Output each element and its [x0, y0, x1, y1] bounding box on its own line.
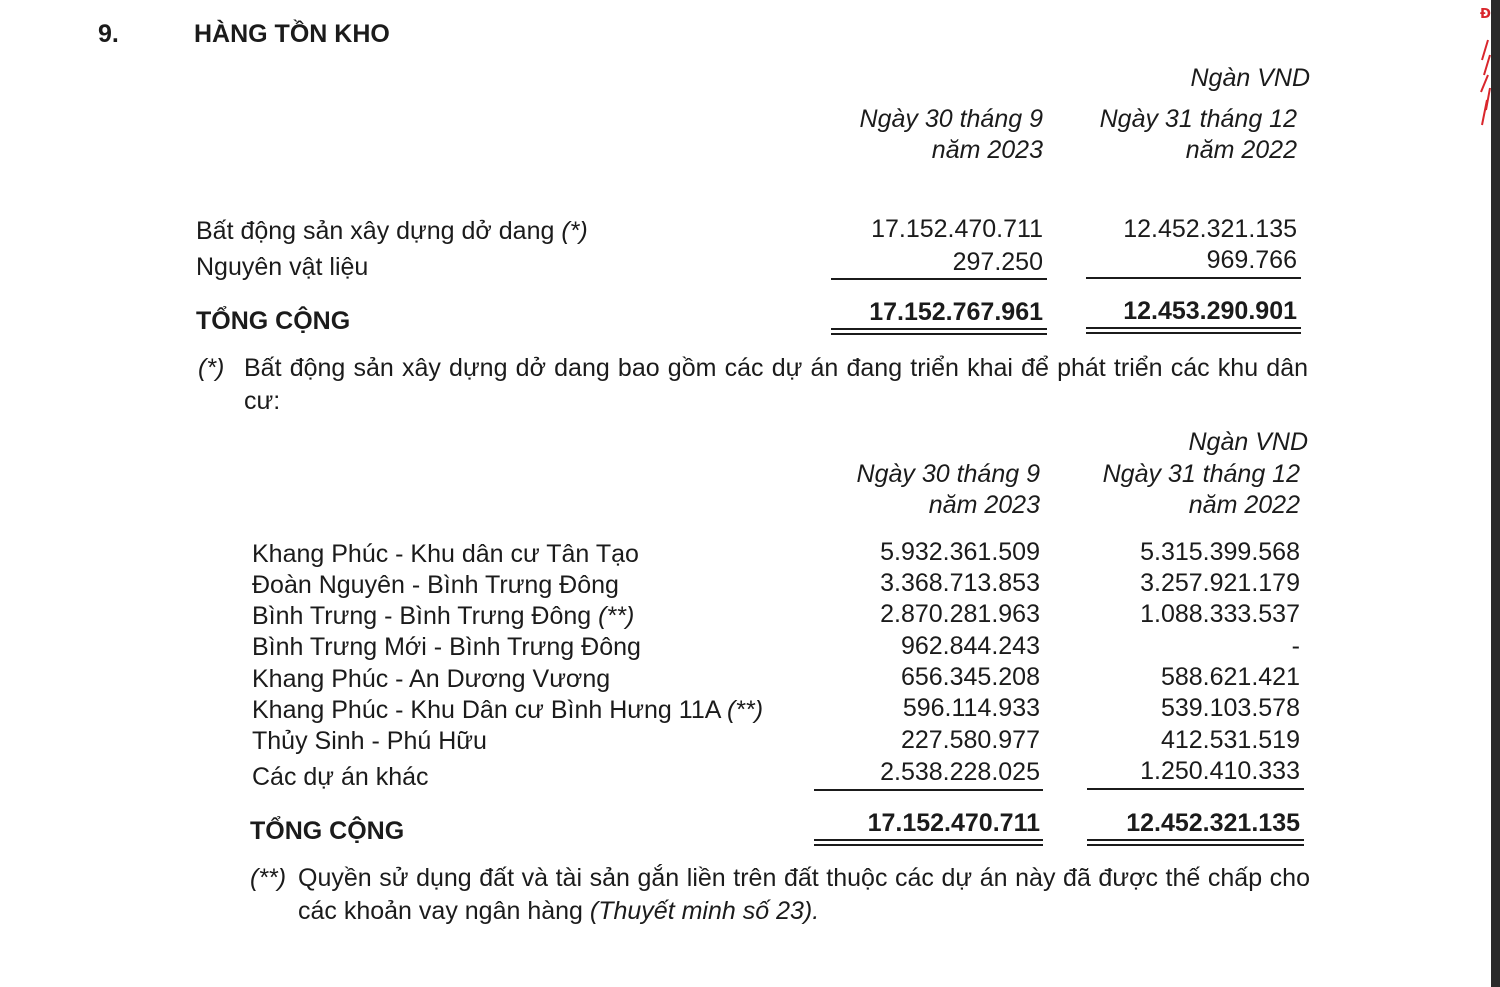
row-value-2022: 5.315.399.568 [1140, 538, 1300, 566]
row-label: Bình Trưng Mới - Bình Trưng Đông [252, 633, 641, 661]
subtotal-rule [814, 789, 1043, 791]
unit-label: Ngàn VND [1190, 64, 1310, 92]
row-label: Khang Phúc - An Dương Vương [252, 665, 611, 693]
row-value-2022: 3.257.921.179 [1140, 569, 1300, 597]
stamp-fragment-icon [1478, 0, 1492, 130]
row-value-2023: 596.114.933 [902, 694, 1040, 722]
row-value-2023: 2.538.228.025 [880, 758, 1040, 786]
total-double-rule [1087, 839, 1304, 846]
footnote-mark: (**) [250, 864, 287, 892]
subtotal-rule [831, 278, 1047, 280]
row-label: Nguyên vật liệu [196, 253, 369, 281]
section-title: HÀNG TỒN KHO [194, 20, 390, 48]
row-label: Bất động sản xây dựng dở dang (*) [196, 217, 588, 245]
section-number: 9. [98, 20, 119, 48]
total-value-2022: 12.453.290.901 [1123, 297, 1297, 325]
row-value-2022: 539.103.578 [1160, 694, 1300, 722]
total-label: TỔNG CỘNG [196, 307, 351, 335]
row-label: Khang Phúc - Khu dân cư Tân Tạo [252, 540, 639, 568]
row-label: Các dự án khác [252, 763, 429, 791]
footnote-mark: (*) [198, 354, 225, 382]
row-value-2022: 588.621.421 [1160, 663, 1300, 691]
row-value-2023: 297.250 [952, 248, 1043, 276]
scan-border [1491, 0, 1500, 987]
row-value-2023: 3.368.713.853 [880, 569, 1040, 597]
subtotal-rule [1087, 788, 1304, 790]
unit-label: Ngàn VND [1188, 428, 1308, 456]
row-value-2023: 962.844.243 [900, 632, 1040, 660]
total-value-2023: 17.152.767.961 [869, 298, 1043, 326]
col2-header-line1: Ngày 31 tháng 12 [1099, 105, 1297, 133]
footnote-text: Quyền sử dụng đất và tài sản gắn liền trên đất thuộc các dự án này đã được thế chấp cho các khoản vay ngân hàng (Thuyết minh số 23). [298, 864, 1310, 925]
total-value-2023: 17.152.470.711 [867, 809, 1040, 837]
footnote-double-asterisk [250, 862, 1310, 928]
col1-header-line1: Ngày 30 tháng 9 [859, 105, 1043, 133]
total-double-rule [831, 328, 1047, 335]
row-value-2023: 2.870.281.963 [880, 600, 1040, 628]
col1-header-line1: Ngày 30 tháng 9 [856, 460, 1040, 488]
col2-header-line2: năm 2022 [1185, 136, 1297, 164]
total-label: TỔNG CỘNG [250, 817, 405, 845]
row-value-2022: - [1291, 632, 1300, 660]
row-value-2022: 1.088.333.537 [1140, 600, 1300, 628]
total-value-2022: 12.452.321.135 [1126, 809, 1300, 837]
col2-header-line2: năm 2022 [1188, 491, 1300, 519]
row-label: Bình Trưng - Bình Trưng Đông (**) [252, 602, 635, 630]
row-value-2022: 412.531.519 [1160, 726, 1300, 754]
footnote-asterisk [198, 352, 1308, 418]
footnote-text: Bất động sản xây dựng dở dang bao gồm các dự án đang triển khai để phát triển các khu dân cư: [244, 354, 1308, 415]
row-value-2022: 969.766 [1206, 246, 1297, 274]
total-double-rule [814, 839, 1043, 846]
subtotal-rule [1086, 277, 1301, 279]
row-label: Đoàn Nguyên - Bình Trưng Đông [252, 571, 619, 599]
row-value-2022: 1.250.410.333 [1140, 757, 1300, 785]
row-label: Khang Phúc - Khu Dân cư Bình Hưng 11A (**) [252, 696, 764, 724]
row-value-2023: 656.345.208 [900, 663, 1040, 691]
row-value-2023: 17.152.470.711 [871, 215, 1043, 243]
row-value-2023: 227.580.977 [900, 726, 1040, 754]
col2-header-line1: Ngày 31 tháng 12 [1102, 460, 1300, 488]
col1-header-line2: năm 2023 [931, 136, 1043, 164]
total-double-rule [1086, 327, 1301, 334]
row-value-2023: 5.932.361.509 [880, 538, 1040, 566]
row-label: Thủy Sinh - Phú Hữu [252, 727, 487, 755]
row-value-2022: 12.452.321.135 [1123, 215, 1297, 243]
svg-text:Đ: Đ [1480, 7, 1491, 22]
col1-header-line2: năm 2023 [928, 491, 1040, 519]
